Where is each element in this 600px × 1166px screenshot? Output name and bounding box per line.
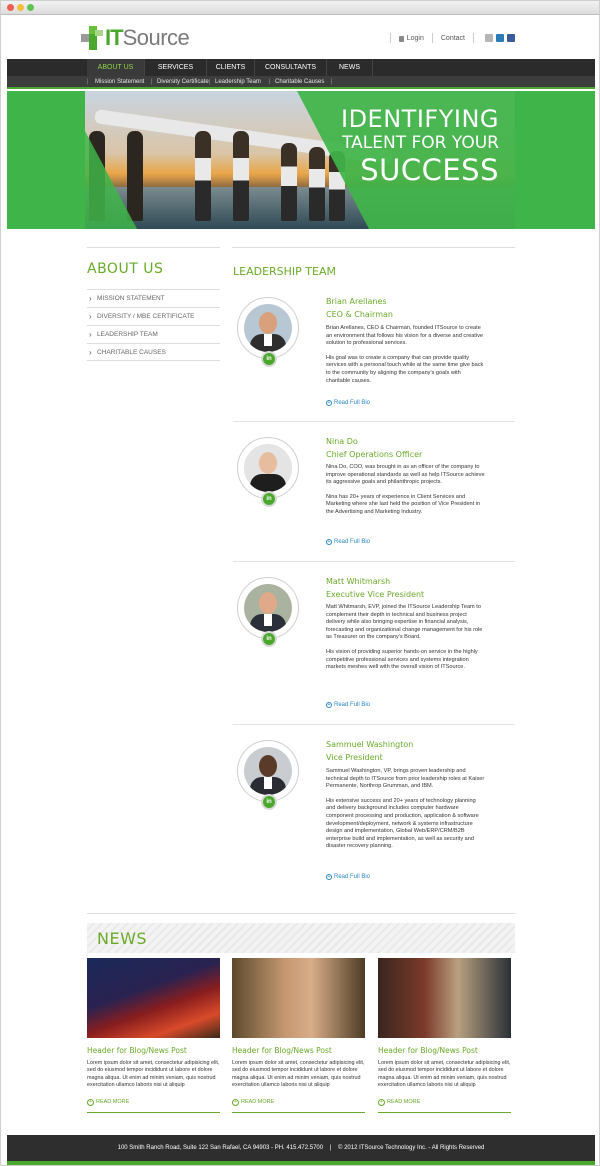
plus-circle-icon: + [327, 539, 331, 545]
mail-icon[interactable] [485, 34, 493, 42]
leader-name: Matt Whitmarsh [326, 577, 391, 586]
read-full-bio-label: Read Full Bio [334, 539, 371, 545]
chevron-right-icon: › [89, 348, 92, 357]
divider: | [87, 79, 89, 85]
footer [7, 1135, 595, 1161]
news-title: NEWS [97, 929, 148, 948]
news-card [232, 958, 365, 1113]
sidebar-item-label: MISSION STATEMENT [97, 295, 165, 302]
lock-icon [399, 36, 404, 42]
chevron-right-icon: › [89, 312, 92, 321]
footer-divider: | [329, 1145, 332, 1151]
nav-consultants[interactable]: CONSULTANTS [255, 59, 327, 76]
leader-name: Brian Arellanes [326, 297, 387, 306]
sidebar-item-leadership-team[interactable] [87, 325, 220, 343]
divider [432, 33, 433, 43]
avatar-face [259, 452, 277, 474]
read-full-bio-link[interactable] [326, 702, 370, 708]
avatar-photo [244, 747, 292, 795]
contact-link[interactable]: Contact [440, 34, 465, 42]
avatar-face [259, 592, 277, 614]
leader-bio-paragraph: Nina has 20+ years of experience in Client Services and Marketing where she last held the position of Vice President in the Advertising and Marketing Industry. [326, 493, 481, 515]
linkedin-icon[interactable]: in [261, 351, 277, 367]
avatar-shirt [264, 334, 272, 346]
leader-role: Vice President [326, 753, 383, 762]
sidebar-item-label: CHARITABLE CAUSES [97, 349, 166, 356]
site-logo[interactable] [81, 25, 189, 51]
avatar [237, 740, 299, 805]
avatar-body [250, 474, 286, 492]
read-full-bio-label: Read Full Bio [334, 874, 371, 880]
avatar-photo [244, 444, 292, 492]
linkedin-icon[interactable]: in [261, 491, 277, 507]
main-nav [7, 59, 595, 76]
subnav-diversity-certificate[interactable]: Diversity Certificate [157, 79, 209, 85]
divider: | [209, 79, 211, 85]
news-excerpt: Lorem ipsum dolor sit amet, consectetur adipisicing elit, sed do eiusmod tempor incididunt ut labore et dolore magna aliqua. Ut enim ad minim veniam, quis nostrud exercitation ullamco laboris nisi ut aliquip [87, 1060, 220, 1089]
leader-role: Executive Vice President [326, 590, 425, 599]
leader-card [233, 421, 515, 561]
leader-bio-paragraph: His extensive success and 20+ years of technology planning and delivery background includes computer hardware component processing and production, application & software development/deployment, network & systems infrastructure design and implementation, Global Web/ERP/CRM/B2B enterprise build and implementation, as well as security and disaster recovery planning. [326, 797, 479, 850]
leader-bio-paragraph: Matt Whitmarsh, EVP, joined the ITSource Leadership Team to complement their depth in technical and business project delivery while also bringing expertise in financial analysis, forecasting and organizational change management for his role as Treasurer on the company's Board. [326, 604, 483, 641]
hero-line-3: SUCCESS [360, 153, 499, 187]
plus-circle-icon: + [87, 1099, 94, 1106]
avatar-shirt [264, 777, 272, 789]
divider [232, 247, 515, 248]
maximize-window-button[interactable] [27, 4, 34, 11]
plus-circle-icon: + [232, 1099, 239, 1106]
divider [87, 247, 220, 248]
leader-role: Chief Operations Officer [326, 450, 423, 459]
read-more-link[interactable] [87, 1099, 220, 1113]
read-more-link[interactable] [232, 1099, 365, 1113]
read-more-link[interactable] [378, 1099, 511, 1113]
divider [233, 724, 515, 725]
leader-bio [326, 325, 486, 385]
login-link[interactable]: Login [406, 34, 424, 42]
news-header[interactable]: Header for Blog/News Post [232, 1046, 332, 1055]
linkedin-icon[interactable]: in [261, 631, 277, 647]
read-more-label: READ MORE [96, 1098, 130, 1105]
news-image[interactable] [378, 958, 511, 1038]
leader-card [233, 724, 515, 896]
avatar-face [259, 312, 277, 334]
leader-bio-paragraph: Sammuel Washington, VP, brings proven leadership and technical depth to ITSource from prior leadership roles at Kaiser Permanente, Northrop Grumman, and IBM. [326, 768, 485, 790]
subnav-charitable-causes[interactable]: Charitable Causes [275, 79, 325, 85]
divider [390, 33, 391, 43]
read-full-bio-link[interactable] [326, 539, 370, 545]
sidebar-item-charitable-causes[interactable] [87, 343, 220, 361]
divider: | [331, 79, 333, 85]
news-excerpt: Lorem ipsum dolor sit amet, consectetur adipisicing elit, sed do eiusmod tempor incididunt ut labore et dolore magna aliqua. Ut enim ad minim veniam, quis nostrud exercitation ullamco laboris nisi ut aliquip [232, 1060, 365, 1089]
leader-bio-paragraph: Nina Do, COO, was brought in as an officer of the company to improve operational standards as well as help ITSource achieve its aggressive goals and philanthropic projects. [326, 464, 485, 486]
news-header[interactable]: Header for Blog/News Post [87, 1046, 187, 1055]
avatar-photo [244, 584, 292, 632]
news-image[interactable] [87, 958, 220, 1038]
leader-card [233, 283, 515, 421]
avatar [237, 577, 299, 642]
sidebar-title: ABOUT US [87, 261, 164, 277]
avatar [237, 297, 299, 362]
leader-bio-paragraph: Brian Arellanes, CEO & Chairman, founded ITSource to create an environment that follows his vision for a diverse and creative solution to professional services. [326, 325, 484, 347]
footer-accent-bar [7, 1161, 595, 1165]
hero-tagline [341, 105, 499, 187]
read-more-label: READ MORE [387, 1098, 421, 1105]
read-more-label: READ MORE [241, 1098, 275, 1105]
sub-nav [7, 76, 595, 89]
news-header[interactable]: Header for Blog/News Post [378, 1046, 478, 1055]
chevron-right-icon: › [89, 330, 92, 339]
footer-address: 100 Smith Ranch Road, Suite 122 San Rafael, CA 94903 - PH. 415.472.5700 [117, 1145, 324, 1151]
news-image[interactable] [232, 958, 365, 1038]
leader-bio [326, 464, 486, 517]
plus-circle-icon: + [327, 400, 331, 406]
hero-line-2: TALENT FOR YOUR [342, 133, 499, 153]
leader-role: CEO & Chairman [326, 310, 393, 319]
plus-circle-icon: + [327, 874, 331, 880]
footer-copyright: © 2012 ITSource Technology Inc. - All Rights Reserved [338, 1145, 485, 1151]
leader-name: Nina Do [326, 437, 358, 446]
sidebar-item-label: LEADERSHIP TEAM [97, 331, 158, 338]
logo-text-source: Source [122, 25, 190, 50]
plus-circle-icon: + [378, 1099, 385, 1106]
leader-name: Sammuel Washington [326, 740, 414, 749]
utility-nav [382, 33, 515, 43]
leader-bio [326, 768, 486, 851]
window-titlebar [1, 1, 599, 15]
news-card [87, 958, 220, 1113]
plus-circle-icon: + [327, 702, 331, 708]
logo-mark-icon [81, 26, 103, 50]
read-full-bio-link[interactable] [326, 874, 370, 880]
avatar [237, 437, 299, 502]
facebook-icon[interactable] [507, 34, 515, 42]
leader-bio [326, 604, 486, 672]
nav-services[interactable]: SERVICES [145, 59, 207, 76]
divider [87, 913, 515, 914]
read-full-bio-label: Read Full Bio [334, 702, 371, 708]
divider: | [151, 79, 153, 85]
subnav-leadership-team[interactable]: Leadership Team [215, 79, 261, 85]
sidebar-item-label: DIVERSITY / MBE CERTIFICATE [97, 313, 195, 320]
avatar-shirt [264, 614, 272, 626]
nav-clients[interactable]: CLIENTS [207, 59, 255, 76]
read-full-bio-link[interactable] [326, 400, 370, 406]
hero-banner [7, 91, 595, 229]
subnav-mission-statement[interactable]: Mission Statement [95, 79, 145, 85]
divider [473, 33, 474, 43]
news-header-band [87, 923, 515, 953]
divider [233, 421, 515, 422]
linkedin-icon[interactable] [496, 34, 504, 42]
read-full-bio-label: Read Full Bio [334, 400, 371, 406]
news-card [378, 958, 511, 1113]
logo-text-it: IT [105, 25, 123, 50]
page-title: LEADERSHIP TEAM [233, 265, 336, 278]
minimize-window-button[interactable] [17, 4, 24, 11]
hero-line-1: IDENTIFYING [340, 105, 499, 133]
close-window-button[interactable] [7, 4, 14, 11]
linkedin-icon[interactable]: in [261, 794, 277, 810]
avatar-face [259, 755, 277, 777]
divider [233, 561, 515, 562]
chevron-right-icon: › [89, 294, 92, 303]
sidebar-menu [87, 289, 220, 361]
divider: | [269, 79, 271, 85]
sidebar-item-diversity-certificate[interactable] [87, 307, 220, 325]
nav-news[interactable]: NEWS [327, 59, 373, 76]
nav-about-us[interactable]: ABOUT US [87, 59, 145, 76]
leader-bio-paragraph: His vision of providing superior hands-on service in the highly competitive professional services and systems integration markets meshes well with the overall vision of ITSource. [326, 648, 478, 671]
sidebar-item-mission-statement[interactable] [87, 289, 220, 307]
leader-bio-paragraph: His goal was to create a company that can provide quality services with a personal touch while at the same time give back to the community by aligning the company's goals with charitable causes. [326, 354, 484, 384]
avatar-photo [244, 304, 292, 352]
leader-card [233, 561, 515, 724]
news-excerpt: Lorem ipsum dolor sit amet, consectetur adipisicing elit, sed do eiusmod tempor incididunt ut labore et dolore magna aliqua. Ut enim ad minim veniam, quis nostrud exercitation ullamco laboris nisi ut aliquip [378, 1060, 511, 1089]
hero-green-wedge [7, 91, 595, 229]
